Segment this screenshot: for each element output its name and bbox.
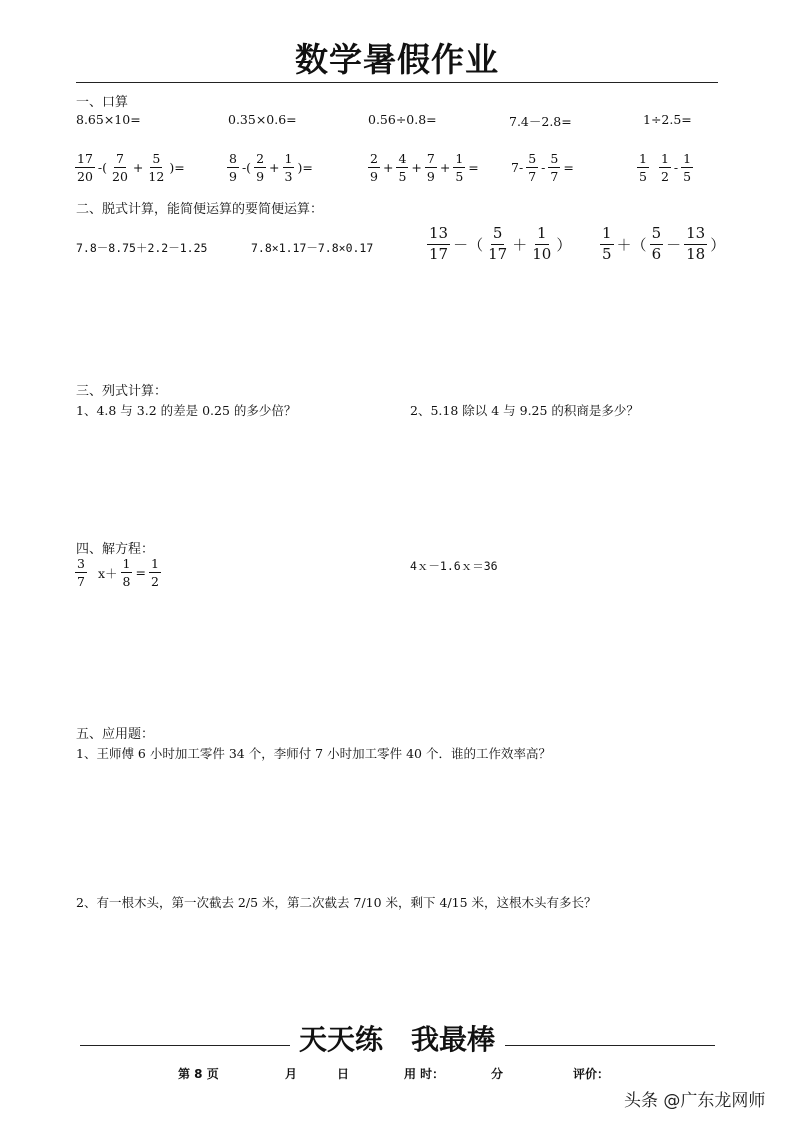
footer-time-label: 用 时： (404, 1067, 445, 1081)
list-calc-question-2: 2、5.18 除以 4 与 9.25 的积商是多少？ (410, 403, 639, 418)
word-problem-2: 2、有一根木头，第一次截去 2/5 米，第二次截去 7/10 米，剩下 4/15 米，这根木头有多长？ (76, 895, 597, 910)
watermark: 头条 @广东龙网师 (624, 1091, 766, 1111)
footer-month-label: 月 (285, 1067, 298, 1081)
word-problem-1: 1、王师傅 6 小时加工零件 34 个，李师付 7 小时加工零件 40 个．谁的工作效率高？ (76, 746, 551, 761)
list-calc-question-1: 1、4.8 与 3.2 的差是 0.25 的多少倍？ (76, 403, 297, 418)
oral-item-3: 0.56÷0.8= (368, 112, 437, 127)
footer-day-label: 日 (337, 1067, 350, 1081)
page-title: 数学暑假作业 (295, 40, 499, 79)
footer-motto: 天天练 我最棒 (298, 1023, 495, 1056)
oral-item-5: 1÷2.5= (643, 112, 692, 127)
oral-item-2: 0.35×0.6= (228, 112, 297, 127)
oral-fraction-expr-2: $\frac{8}{9}$ -( $\frac{2}{9}$ + $\frac{1}{3}$ )= (229, 151, 313, 185)
section-oral-heading: 一、口算 (76, 95, 129, 110)
step-calc-item-3: $\frac{13}{17}$ －（ $\frac{5}{17}$ ＋ $\frac{1}{10}$ ） (429, 224, 572, 263)
title-divider (76, 82, 718, 83)
section-word-problems-heading: 五、应用题： (76, 727, 155, 742)
oral-item-4: 7.4－2.8= (509, 114, 572, 129)
footer-minutes-label: 分 (491, 1067, 504, 1081)
section-list-calc-heading: 三、列式计算： (76, 384, 168, 399)
section-step-calc-heading: 二、脱式计算，能简便运算的要简便运算： (76, 202, 324, 217)
step-calc-item-1: 7.8－8.75＋2.2－1.25 (76, 241, 208, 255)
footer-rating-label: 评价： (573, 1067, 610, 1081)
step-calc-item-4: $\frac{1}{5}$ ＋（ $\frac{5}{6}$ － $\frac{13}{18}$ ） (602, 224, 726, 263)
equation-1: $\frac{3}{7}$ x＋ $\frac{1}{8}$ = $\frac{1}{2}$ (77, 556, 159, 590)
footer-page-number: 第 8 页 (178, 1067, 219, 1081)
oral-fraction-expr-3: $\frac{2}{9}$ + $\frac{4}{5}$ + $\frac{7}{9}$ + $\frac{1}{5}$ = (370, 151, 479, 185)
step-calc-item-2: 7.8×1.17－7.8×0.17 (251, 241, 374, 255)
section-equations-heading: 四、解方程： (76, 542, 155, 557)
oral-item-1: 8.65×10= (76, 112, 141, 127)
oral-fraction-expr-1: $\frac{17}{20}$ -( $\frac{7}{20}$ + $\frac{5}{12}$ )= (77, 151, 185, 185)
oral-fraction-expr-5: $\frac{1}{5}$ $\frac{1}{2}$ - $\frac{1}{5}$ (639, 151, 692, 185)
oral-fraction-expr-4: 7- $\frac{5}{7}$ - $\frac{5}{7}$ = (511, 151, 574, 185)
equation-2: 4ｘ－1.6ｘ＝36 (410, 559, 498, 573)
